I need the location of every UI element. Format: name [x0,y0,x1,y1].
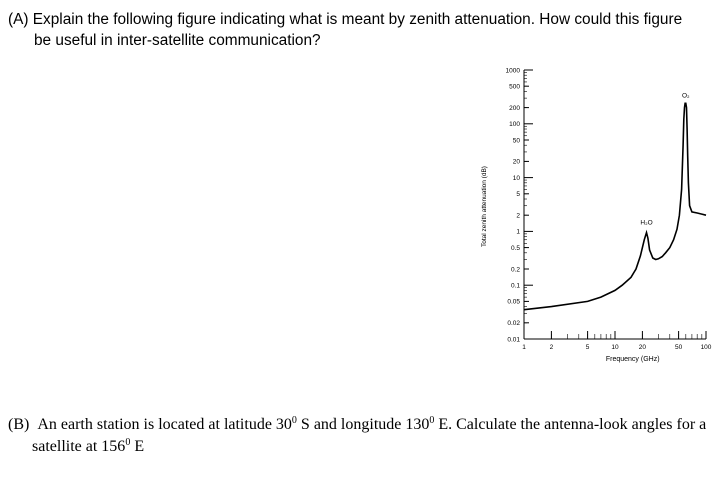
annotation-h2o: H₂O [640,219,653,227]
question-a-line1: (A) Explain the following figure indicating what is meant by zenith attenuation. How could this figure [8,11,683,28]
x-tick-label: 1 [522,344,526,351]
degree-sup-1: 0 [291,415,297,426]
degree-sup-2: 0 [429,415,435,426]
y-tick-label: 0.5 [510,244,520,252]
y-tick-label: 50 [512,137,520,145]
question-a-line2: be useful in inter-satellite communication? [34,32,321,49]
x-tick-label: 10 [611,344,619,351]
x-tick-label: 5 [585,344,590,351]
y-tick-label: 2 [516,212,520,220]
question-b-line1-mid: S and longitude 130 [296,416,430,433]
x-tick-label: 20 [638,344,647,351]
x-axis-label: Frequency (GHz) [605,356,660,363]
annotation-o2: O₂ [682,92,690,100]
degree-sup-3: 0 [125,437,131,448]
y-tick-label: 200 [509,104,520,112]
y-tick-label: 0.2 [510,266,520,274]
y-tick-label: 1 [516,228,520,236]
y-tick-label: 5 [516,191,520,199]
question-b-line2-end: E [130,438,145,455]
y-tick-label: 0.1 [510,282,520,290]
y-tick-label: 0.01 [507,336,520,344]
y-axis-label: Total zenith attenuation (dB) [481,166,488,247]
y-tick-label: 100 [509,121,520,129]
x-tick-label: 2 [549,344,554,351]
x-axis [522,331,712,351]
attenuation-curve [524,103,706,309]
x-tick-label: 100 [700,344,712,351]
x-tick-label: 50 [674,344,683,351]
y-tick-label: 0.05 [507,298,520,306]
question-b [8,414,720,458]
y-tick-label: 500 [509,83,520,91]
question-b-line1: (B) An earth station is located at latitude 30 [8,416,292,433]
y-tick-label: 1000 [505,67,520,75]
y-axis [506,67,533,343]
y-tick-label: 20 [512,158,520,166]
question-b-line1-end: E. Calculate the antenna-look angles for a [434,416,707,433]
y-tick-label: 10 [512,174,520,182]
question-b-line2: satellite at 156 [32,438,126,455]
y-tick-label: 0.02 [507,320,520,328]
